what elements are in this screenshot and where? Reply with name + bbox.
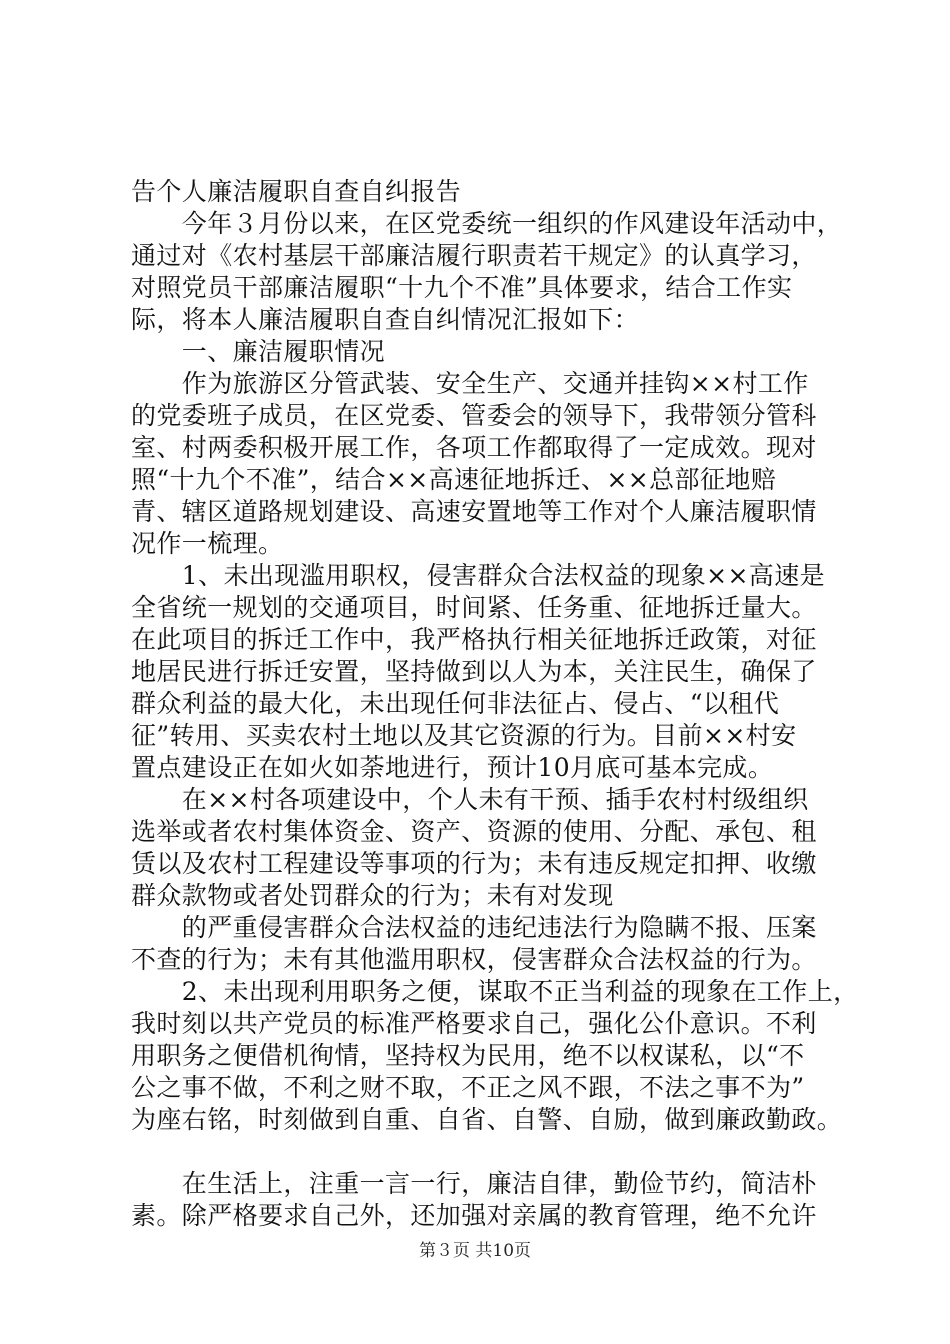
text-line: 1、未出现滥用职权，侵害群众合法权益的现象××高速是 — [131, 561, 826, 590]
text-line: 素。除严格要求自己外，还加强对亲属的教育管理，绝不允许 — [131, 1201, 817, 1230]
text-line: 在生活上，注重一言一行，廉洁自律，勤俭节约，简洁朴 — [131, 1169, 817, 1198]
text-line: 作为旅游区分管武装、安全生产、交通并挂钩××村工作 — [131, 369, 809, 398]
text-line: 赁以及农村工程建设等事项的行为；未有违反规定扣押、收缴 — [131, 849, 817, 878]
text-line: 在此项目的拆迁工作中，我严格执行相关征地拆迁政策，对征 — [131, 625, 817, 654]
text-line: 在××村各项建设中，个人未有干预、插手农村村级组织 — [131, 785, 809, 814]
text-line: 2、未出现利用职务之便，谋取不正当利益的现象在工作上， — [131, 977, 859, 1006]
text-line: 照“十九个不准”，结合××高速征地拆迁、××总部征地赔 — [131, 465, 777, 494]
text-line: 我时刻以共产党员的标准严格要求自己，强化公仆意识。不利 — [131, 1009, 817, 1038]
text-line: 室、村两委积极开展工作，各项工作都取得了一定成效。现对 — [131, 433, 817, 462]
text-line: 不查的行为；未有其他滥用职权，侵害群众合法权益的行为。 — [131, 945, 817, 974]
text-line: 全省统一规划的交通项目，时间紧、任务重、征地拆迁量大。 — [131, 593, 817, 622]
text-line: 征”转用、买卖农村土地以及其它资源的行为。目前××村安 — [131, 721, 797, 750]
text-line: 地居民进行拆迁安置，坚持做到以人为本，关注民生，确保了 — [131, 657, 817, 686]
text-line: 青、辖区道路规划建设、高速安置地等工作对个人廉洁履职情 — [131, 497, 817, 526]
text-line: 群众利益的最大化，未出现任何非法征占、侵占、“以租代 — [131, 689, 780, 718]
text-line: 际，将本人廉洁履职自查自纠情况汇报如下： — [131, 305, 640, 334]
text-line: 今年３月份以来，在区党委统一组织的作风建设年活动中， — [131, 209, 843, 238]
text-line: 的党委班子成员，在区党委、管委会的领导下，我带领分管科 — [131, 401, 817, 430]
section-heading: 一、廉洁履职情况 — [131, 337, 386, 366]
title-line: 告个人廉洁履职自查自纠报告 — [131, 177, 462, 206]
text-line: 公之事不做，不利之财不取，不正之风不跟，不法之事不为” — [131, 1073, 805, 1102]
text-line: 通过对《农村基层干部廉洁履行职责若干规定》的认真学习， — [131, 241, 817, 270]
text-line: 为座右铭，时刻做到自重、自省、自警、自励，做到廉政勤政。 — [131, 1105, 843, 1134]
text-line: 置点建设正在如火如荼地进行，预计10月底可基本完成。 — [131, 753, 774, 782]
text-line: 况作一梳理。 — [131, 529, 284, 558]
page-number-footer: 第３页 共10页 — [418, 1241, 532, 1261]
text-line: 对照党员干部廉洁履职“十九个不准”具体要求，结合工作实 — [131, 273, 793, 302]
text-line: 选举或者农村集体资金、资产、资源的使用、分配、承包、租 — [131, 817, 817, 846]
text-line: 用职务之便借机徇情，坚持权为民用，绝不以权谋私，以“不 — [131, 1041, 805, 1070]
text-line: 群众款物或者处罚群众的行为；未有对发现 — [131, 881, 614, 910]
text-line: 的严重侵害群众合法权益的违纪违法行为隐瞒不报、压案 — [131, 913, 817, 942]
